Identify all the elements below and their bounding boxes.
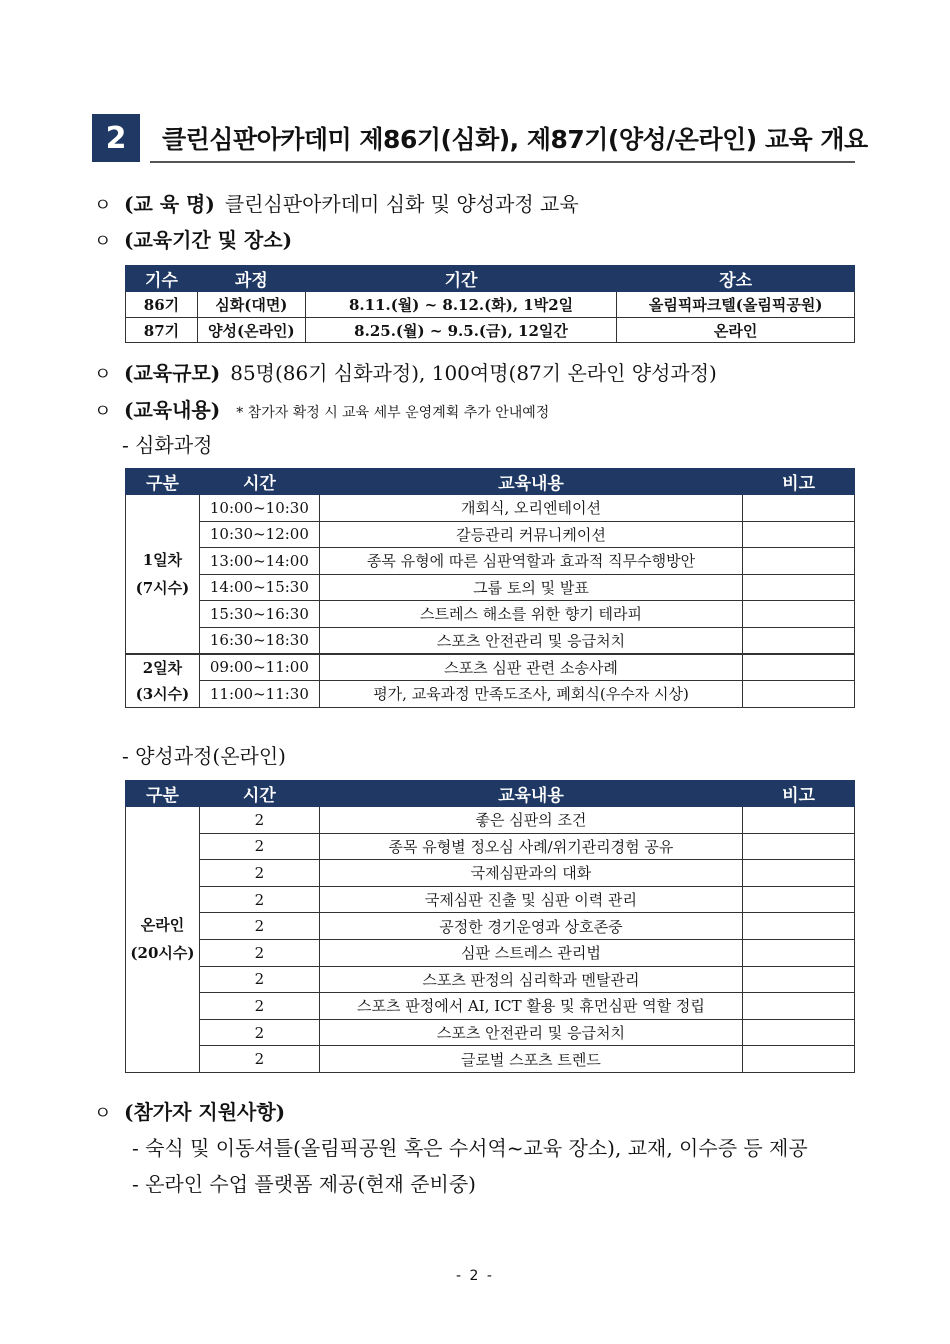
content-line: [94, 394, 549, 423]
table-row: [126, 966, 855, 993]
note-cell: [743, 680, 855, 707]
bullet-icon: ㅇ: [94, 231, 112, 252]
support-item: - 온라인 수업 플랫폼 제공(현재 준비중): [132, 1172, 476, 1196]
day1-hours: (7시수): [135, 578, 190, 597]
note-cell: [743, 521, 855, 548]
note-cell: [743, 495, 855, 522]
header-cell: 장소: [617, 266, 855, 292]
note-cell: [743, 993, 855, 1020]
note-cell: [743, 886, 855, 913]
table-cell: 올림픽파크텔(올림픽공원): [617, 292, 855, 318]
education-name-text: 클린심판아카데미 심화 및 양성과정 교육: [224, 192, 579, 216]
day2-hours: (3시수): [135, 684, 190, 703]
header-cell: 구분: [126, 469, 200, 495]
content-cell: 스포츠 안전관리 및 응급처치: [319, 1019, 742, 1046]
table-row: [126, 680, 855, 707]
table-row: [126, 993, 855, 1020]
table-row: [126, 833, 855, 860]
note-cell: [743, 939, 855, 966]
support-line: [94, 1096, 295, 1125]
table-cell: 8.25.(월) ~ 9.5.(금), 12일간: [305, 318, 617, 343]
header-cell: 비고: [743, 469, 855, 495]
content-note: * 참가자 확정 시 교육 세부 운영계획 추가 안내예정: [236, 405, 550, 421]
note-cell: [743, 913, 855, 940]
table-row: [126, 292, 855, 318]
page-number: - 2 -: [456, 1268, 494, 1284]
time-cell: 2: [199, 1046, 319, 1073]
content-cell: 종목 유형별 정오심 사례/위기관리경험 공유: [319, 833, 742, 860]
header-cell: 비고: [743, 781, 855, 807]
time-cell: 11:00~11:30: [199, 680, 319, 707]
time-cell: 2: [199, 807, 319, 834]
header-cell: 구분: [126, 781, 200, 807]
day2-label: 2일차: [142, 658, 183, 677]
time-cell: 2: [199, 966, 319, 993]
support-label: (참가자 지원사항): [124, 1100, 286, 1124]
table-cell: 86기: [126, 292, 198, 318]
scale-line: [94, 357, 717, 386]
time-cell: 2: [199, 939, 319, 966]
table-row: [126, 548, 855, 575]
content-cell: 스포츠 심판 관련 소송사례: [319, 654, 742, 681]
table-cell: 8.11.(월) ~ 8.12.(화), 1박2일: [305, 292, 617, 318]
header-cell: 교육내용: [319, 469, 742, 495]
online-group-cell: [126, 807, 200, 1073]
time-cell: 14:00~15:30: [199, 574, 319, 601]
period-line: [94, 224, 302, 253]
note-cell: [743, 627, 855, 654]
note-cell: [743, 1019, 855, 1046]
content-cell: 갈등관리 커뮤니케이션: [319, 521, 742, 548]
bullet-icon: ㅇ: [94, 401, 112, 422]
time-cell: 2: [199, 886, 319, 913]
online-table-header: [126, 781, 855, 807]
table-row: [126, 601, 855, 628]
content-cell: 국제심판과의 대화: [319, 860, 742, 887]
table-row: [126, 1046, 855, 1073]
content-cell: 개회식, 오리엔테이션: [319, 495, 742, 522]
time-cell: 2: [199, 833, 319, 860]
table-row: [126, 939, 855, 966]
content-label: (교육내용): [124, 398, 221, 422]
time-cell: 2: [199, 1019, 319, 1046]
table-cell: 87기: [126, 318, 198, 343]
note-cell: [743, 966, 855, 993]
education-name-line: [94, 188, 579, 217]
content-cell: 국제심판 진출 및 심판 이력 관리: [319, 886, 742, 913]
time-cell: 15:30~16:30: [199, 601, 319, 628]
bullet-icon: ㅇ: [94, 1103, 112, 1124]
advanced-table-header: [126, 469, 855, 495]
time-cell: 10:00~10:30: [199, 495, 319, 522]
table-row: [126, 886, 855, 913]
content-cell: 공정한 경기운영과 상호존중: [319, 913, 742, 940]
table-row: [126, 807, 855, 834]
advanced-table: [125, 468, 855, 708]
content-cell: 종목 유형에 따른 심판역할과 효과적 직무수행방안: [319, 548, 742, 575]
education-name-label: (교 육 명): [124, 192, 215, 216]
period-label: (교육기간 및 장소): [124, 228, 293, 252]
period-table-header: [126, 266, 855, 292]
header-cell: 기수: [126, 266, 198, 292]
header-cell: 시간: [199, 469, 319, 495]
content-cell: 그룹 토의 및 발표: [319, 574, 742, 601]
note-cell: [743, 601, 855, 628]
online-subtitle: - 양성과정(온라인): [122, 744, 286, 768]
day2-cell: [126, 654, 200, 708]
section-number: 2: [92, 114, 140, 162]
content-cell: 평가, 교육과정 만족도조사, 폐회식(우수자 시상): [319, 680, 742, 707]
day1-label: 1일차: [142, 550, 183, 569]
header-cell: 과정: [197, 266, 305, 292]
header-cell: 시간: [199, 781, 319, 807]
section-title: 클린심판아카데미 제86기(심화), 제87기(양성/온라인) 교육 개요: [162, 125, 868, 154]
content-cell: 스포츠 판정에서 AI, ICT 활용 및 휴먼심판 역할 정립: [319, 993, 742, 1020]
scale-text: 85명(86기 심화과정), 100여명(87기 온라인 양성과정): [230, 361, 717, 385]
note-cell: [743, 548, 855, 575]
table-row: [126, 495, 855, 522]
bullet-icon: ㅇ: [94, 364, 112, 385]
content-cell: 좋은 심판의 조건: [319, 807, 742, 834]
header-cell: 교육내용: [319, 781, 742, 807]
content-cell: 스트레스 해소를 위한 향기 테라피: [319, 601, 742, 628]
note-cell: [743, 654, 855, 681]
table-row: [126, 574, 855, 601]
table-row: [126, 318, 855, 343]
support-item: - 숙식 및 이동셔틀(올림픽공원 혹은 수서역~교육 장소), 교재, 이수증 등 제공: [132, 1136, 808, 1160]
content-cell: 글로벌 스포츠 트렌드: [319, 1046, 742, 1073]
time-cell: 2: [199, 860, 319, 887]
note-cell: [743, 860, 855, 887]
period-table: [125, 265, 855, 343]
table-row: [126, 1019, 855, 1046]
table-row: [126, 913, 855, 940]
time-cell: 16:30~18:30: [199, 627, 319, 654]
scale-label: (교육규모): [124, 361, 221, 385]
bullet-icon: ㅇ: [94, 195, 112, 216]
time-cell: 2: [199, 913, 319, 940]
time-cell: 13:00~14:00: [199, 548, 319, 575]
day1-cell: [126, 495, 200, 654]
table-row: [126, 654, 855, 681]
online-group-hours: (20시수): [130, 944, 195, 963]
table-row: [126, 521, 855, 548]
note-cell: [743, 807, 855, 834]
content-cell: 심판 스트레스 관리법: [319, 939, 742, 966]
note-cell: [743, 833, 855, 860]
time-cell: 10:30~12:00: [199, 521, 319, 548]
online-group-label: 온라인: [140, 916, 185, 935]
section-divider: [150, 161, 855, 163]
table-cell: 온라인: [617, 318, 855, 343]
online-table: [125, 780, 855, 1073]
table-row: [126, 627, 855, 654]
content-cell: 스포츠 판정의 심리학과 멘탈관리: [319, 966, 742, 993]
advanced-subtitle: - 심화과정: [122, 433, 213, 457]
content-cell: 스포츠 안전관리 및 응급처치: [319, 627, 742, 654]
table-cell: 심화(대면): [197, 292, 305, 318]
table-cell: 양성(온라인): [197, 318, 305, 343]
note-cell: [743, 1046, 855, 1073]
time-cell: 09:00~11:00: [199, 654, 319, 681]
time-cell: 2: [199, 993, 319, 1020]
header-cell: 기간: [305, 266, 617, 292]
note-cell: [743, 574, 855, 601]
table-row: [126, 860, 855, 887]
